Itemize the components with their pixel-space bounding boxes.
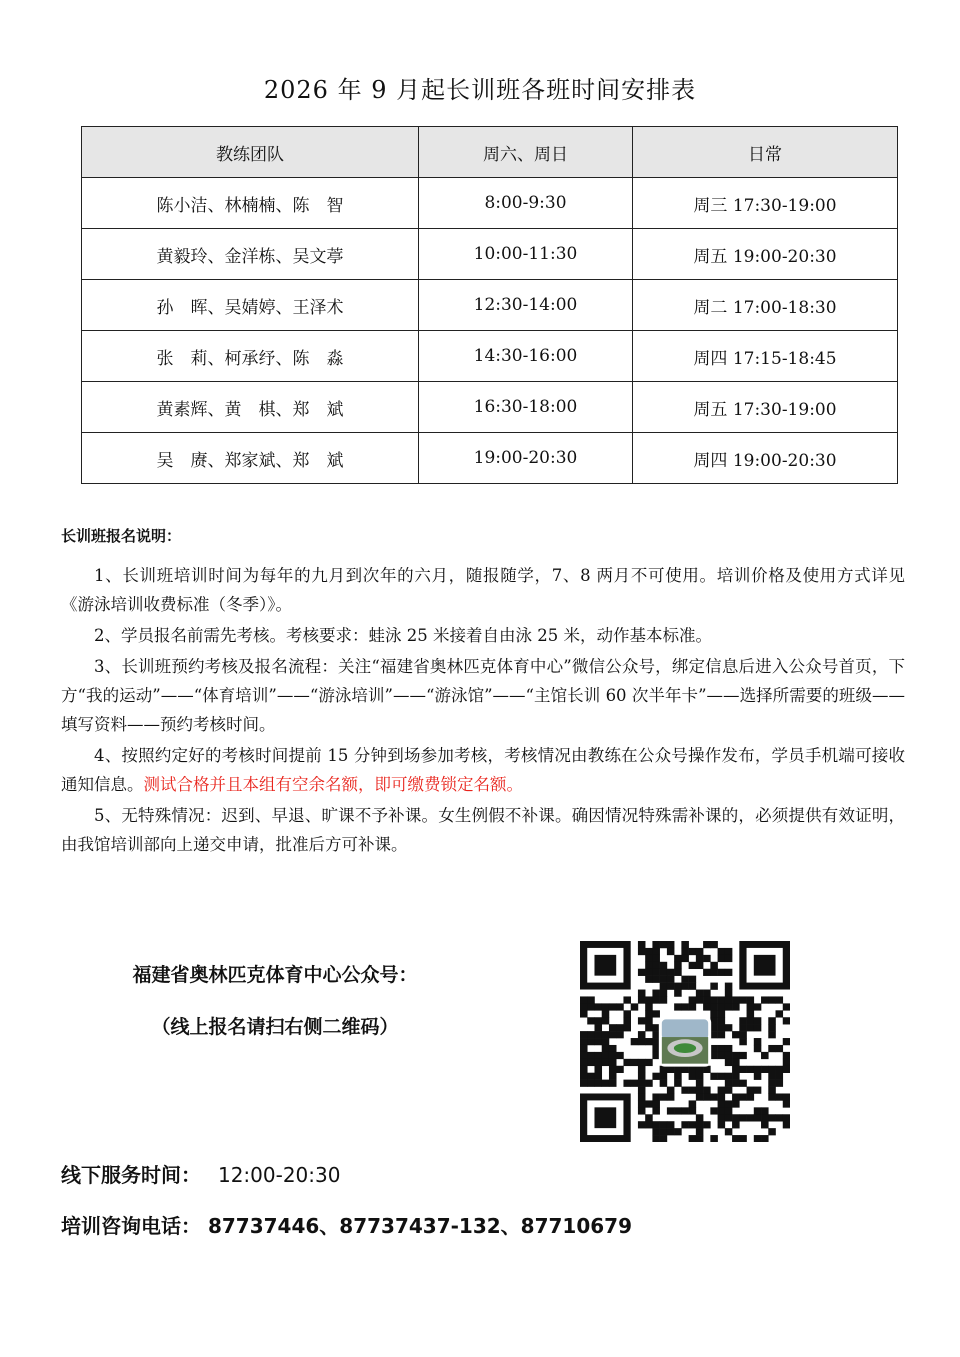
cell-weekday: 周二 17:00-18:30 xyxy=(633,280,898,331)
consult-phone-label: 培训咨询电话： xyxy=(61,1214,201,1238)
cell-weekend: 12:30-14:00 xyxy=(419,280,633,331)
note-4-text: 4、按照约定好的考核时间提前 15 分钟到场参加考核，考核情况由教练在公众号操作发布，学员手机端可接收通知信息。 xyxy=(61,746,905,794)
cell-coaches: 吴 赓、郑家斌、郑 斌 xyxy=(82,433,419,484)
note-paragraph-1: 1、长训班培训时间为每年的九月到次年的六月，随报随学，7、8 两月不可使用。培训价格及使用方式详见《游泳培训收费标准（冬季）》。 xyxy=(61,566,905,614)
cell-weekday: 周五 19:00-20:30 xyxy=(633,229,898,280)
note-paragraph-4 xyxy=(61,741,905,799)
header-weekday: 日常 xyxy=(633,127,898,178)
table-row xyxy=(82,178,898,229)
cell-weekend: 19:00-20:30 xyxy=(419,433,633,484)
cell-weekend: 14:30-16:00 xyxy=(419,331,633,382)
table-row xyxy=(82,280,898,331)
notes-heading: 长训班报名说明： xyxy=(61,527,182,545)
wechat-scan-hint: （线上报名请扫右侧二维码） xyxy=(151,1016,399,1038)
cell-weekday: 周三 17:30-19:00 xyxy=(633,178,898,229)
table-row xyxy=(82,382,898,433)
note-paragraph-2: 2、学员报名前需先考核。考核要求：蛙泳 25 米接着自由泳 25 米，动作基本标准。 xyxy=(94,626,712,645)
registration-notes xyxy=(61,522,905,861)
table-header-row xyxy=(82,127,898,178)
table-row xyxy=(82,433,898,484)
note-paragraph-3: 3、长训班预约考核及报名流程：关注“福建省奥林匹克体育中心”微信公众号，绑定信息后进入公众号首页，下方“我的运动”——“体育培训”——“游泳培训”——“游泳馆”——“主馆长训 60 次半年卡”——选择所需要的班级——填写资料——预约考核时间。 xyxy=(61,657,905,734)
table-row xyxy=(82,331,898,382)
consult-phone xyxy=(61,1210,632,1239)
header-weekend: 周六、周日 xyxy=(419,127,633,178)
service-hours-label: 线下服务时间： xyxy=(61,1163,201,1187)
cell-coaches: 黄素辉、黄 棋、郑 斌 xyxy=(82,382,419,433)
cell-coaches: 陈小洁、林楠楠、陈 智 xyxy=(82,178,419,229)
note-paragraph-5: 5、无特殊情况：迟到、早退、旷课不予补课。女生例假不补课。确因情况特殊需补课的，必须提供有效证明，由我馆培训部向上递交申请，批准后方可补课。 xyxy=(61,806,905,854)
qr-code-image[interactable] xyxy=(580,941,790,1142)
page-title: 2026 年 9 月起长训班各班时间安排表 xyxy=(263,76,697,104)
note-4-highlight: 测试合格并且本组有空余名额，即可缴费锁定名额。 xyxy=(143,775,523,794)
table-row xyxy=(82,229,898,280)
wechat-account-label: 福建省奥林匹克体育中心公众号： xyxy=(132,964,418,986)
cell-coaches: 黄毅玲、金洋栋、吴文葶 xyxy=(82,229,419,280)
consult-phone-numbers: 87737446、87737437-132、87710679 xyxy=(207,1214,633,1238)
header-coaches: 教练团队 xyxy=(82,127,419,178)
cell-weekend: 10:00-11:30 xyxy=(419,229,633,280)
cell-weekday: 周五 17:30-19:00 xyxy=(633,382,898,433)
cell-weekday: 周四 17:15-18:45 xyxy=(633,331,898,382)
cell-weekend: 8:00-9:30 xyxy=(419,178,633,229)
cell-coaches: 孙 晖、吴婧婷、王泽术 xyxy=(82,280,419,331)
service-hours-value: 12:00-20:30 xyxy=(217,1163,341,1187)
service-hours xyxy=(61,1159,340,1188)
cell-weekend: 16:30-18:00 xyxy=(419,382,633,433)
schedule-table xyxy=(81,126,898,484)
cell-coaches: 张 莉、柯承纾、陈 淼 xyxy=(82,331,419,382)
cell-weekday: 周四 19:00-20:30 xyxy=(633,433,898,484)
